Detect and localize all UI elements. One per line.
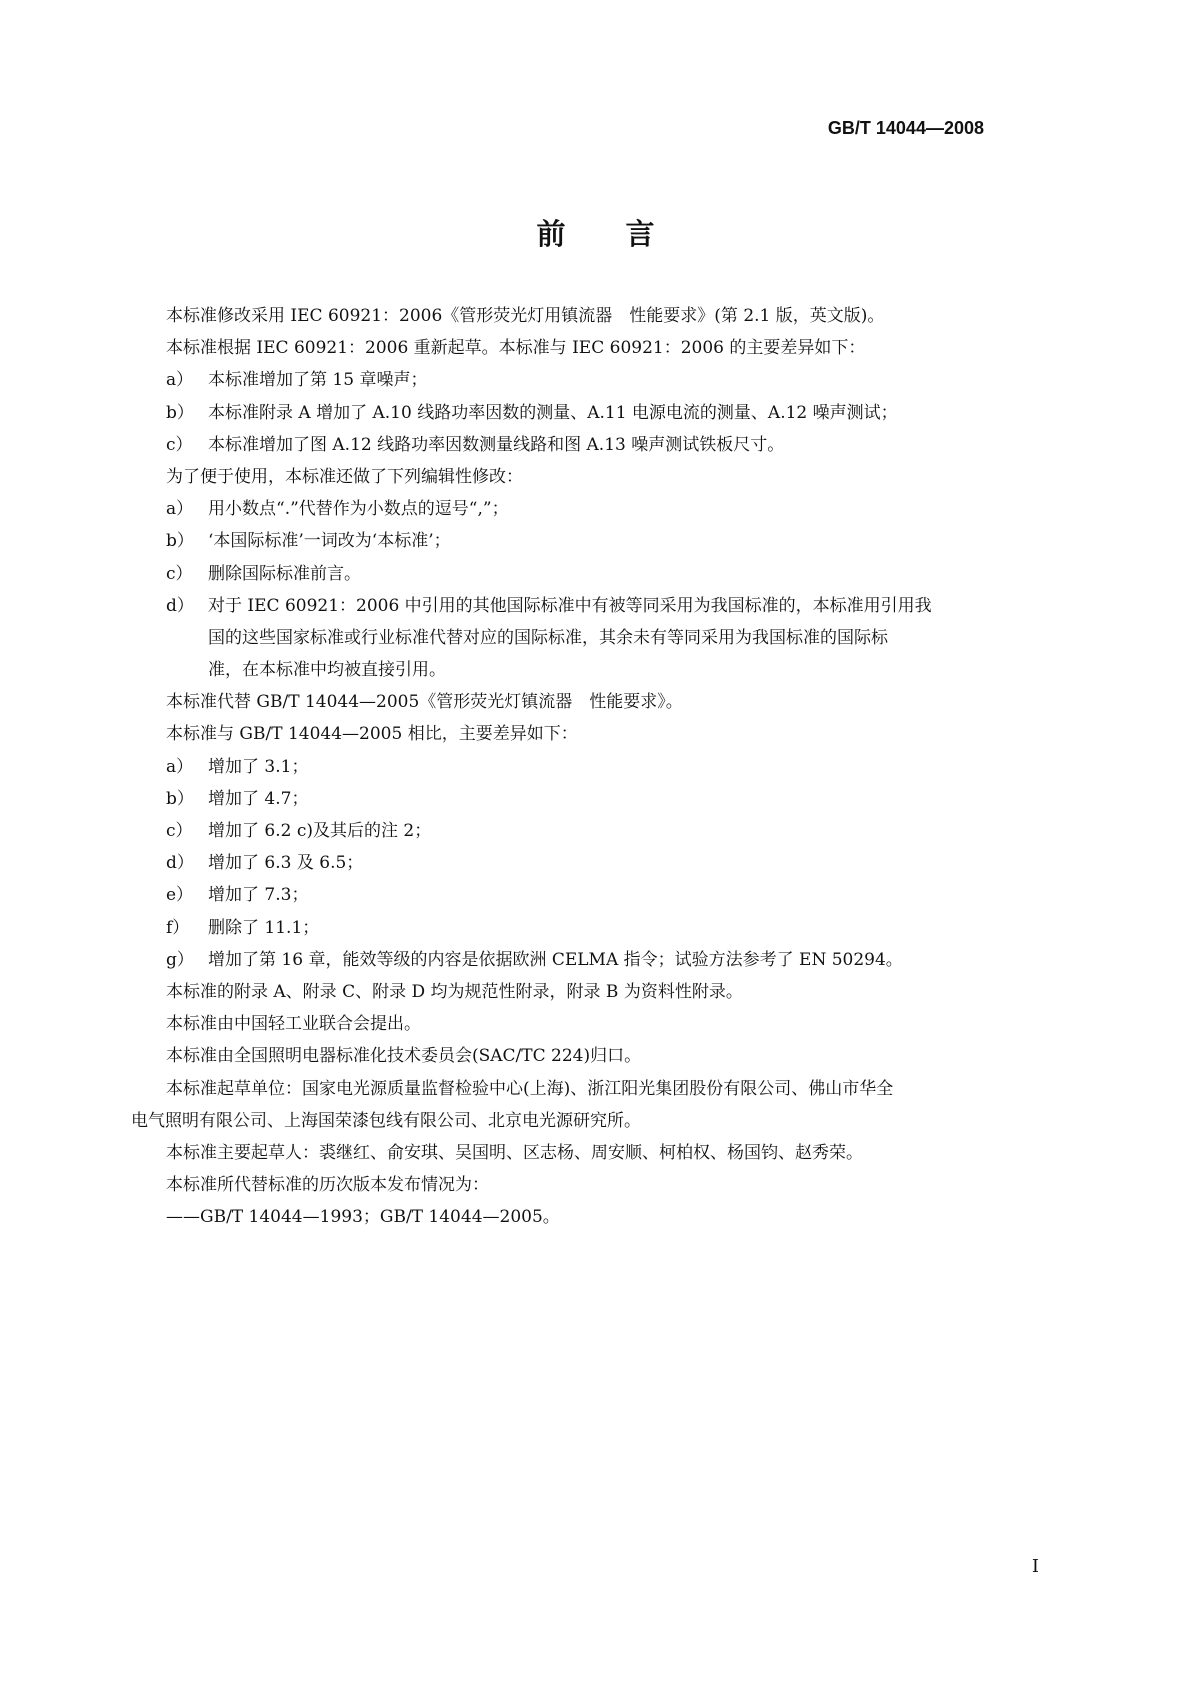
list-item	[131, 397, 1061, 429]
list-item-label: g）	[166, 949, 194, 970]
list-item-label: c）	[166, 563, 193, 584]
list-item	[131, 525, 1061, 557]
paragraph: 为了便于使用，本标准还做了下列编辑性修改：	[166, 466, 523, 487]
paragraph: 本标准由中国轻工业联合会提出。	[166, 1014, 421, 1035]
list-item-label: f）	[166, 917, 190, 938]
list-item-text: 用小数点“.”代替作为小数点的逗号“,”；	[208, 499, 509, 520]
list-item-text: 删除国际标准前言。	[208, 563, 361, 584]
paragraph: 本标准所代替标准的历次版本发布情况为：	[166, 1175, 489, 1196]
list-item	[131, 751, 1061, 783]
paragraph: 本标准起草单位：国家电光源质量监督检验中心(上海)、浙江阳光集团股份有限公司、佛山市华全	[166, 1078, 894, 1099]
paragraph: 本标准由全国照明电器标准化技术委员会(SAC/TC 224)归口。	[166, 1046, 642, 1067]
list-item-text: 删除了 11.1；	[208, 917, 320, 938]
list-item-text: ‘本国际标准’一词改为‘本标准’；	[208, 531, 451, 552]
paragraph: 本标准修改采用 IEC 60921：2006《管形荧光灯用镇流器 性能要求》(第 2.1 版，英文版)。	[166, 306, 885, 326]
list-item-label: a）	[166, 499, 194, 520]
paragraph: 本标准与 GB/T 14044—2005 相比，主要差异如下：	[166, 724, 578, 745]
list-item	[131, 879, 1061, 911]
list-item	[131, 847, 1061, 879]
page-number: I	[1031, 1556, 1039, 1577]
list-item-label: d）	[166, 595, 194, 616]
list-item	[131, 783, 1061, 815]
list-item-label: a）	[166, 370, 194, 391]
list-item-continuation: 准，在本标准中均被直接引用。	[208, 660, 446, 681]
list-item	[131, 558, 1061, 590]
list-item	[131, 493, 1061, 525]
paragraph-continuation: 电气照明有限公司、上海国荣漆包线有限公司、北京电光源研究所。	[131, 1110, 641, 1131]
list-item	[131, 912, 1061, 944]
list-item	[131, 815, 1061, 847]
list-item-label: b）	[166, 402, 194, 423]
list-item-label: b）	[166, 531, 194, 552]
list-item-text: 增加了第 16 章，能效等级的内容是依据欧洲 CELMA 指令；试验方法参考了 EN 50294。	[208, 949, 903, 970]
list-item-text: 增加了 3.1；	[208, 756, 309, 777]
list-item	[131, 590, 1061, 622]
list-item-continuation: 国的这些国家标准或行业标准代替对应的国际标准，其余未有等同采用为我国标准的国际标	[208, 627, 888, 648]
list-item-label: a）	[166, 756, 194, 777]
list-item-label: b）	[166, 788, 194, 809]
paragraph: 本标准代替 GB/T 14044—2005《管形荧光灯镇流器 性能要求》。	[166, 692, 683, 713]
list-item-label: e）	[166, 885, 194, 906]
list-item	[131, 429, 1061, 461]
list-item-text: 增加了 6.3 及 6.5；	[208, 853, 364, 874]
list-item-text: 本标准增加了第 15 章噪声；	[208, 370, 428, 391]
list-item	[131, 364, 1061, 396]
paragraph: 本标准主要起草人：裘继红、俞安琪、吴国明、区志杨、周安顺、柯柏权、杨国钧、赵秀荣。	[166, 1142, 863, 1163]
list-item-text: 增加了 6.2 c)及其后的注 2；	[208, 821, 432, 841]
paragraph: 本标准根据 IEC 60921：2006 重新起草。本标准与 IEC 60921：2006 的主要差异如下：	[166, 338, 866, 359]
paragraph: ——GB/T 14044—1993；GB/T 14044—2005。	[166, 1207, 560, 1228]
list-item-text: 增加了 7.3；	[208, 885, 309, 906]
list-item-text: 对于 IEC 60921：2006 中引用的其他国际标准中有被等同采用为我国标准的，本标准用引用我	[208, 595, 932, 616]
standard-number: GB/T 14044—2008	[827, 118, 984, 138]
foreword-body	[131, 300, 1061, 1233]
list-item	[131, 944, 1061, 976]
list-item-label: d）	[166, 853, 194, 874]
list-item-label: c）	[166, 434, 193, 455]
list-item-text: 本标准附录 A 增加了 A.10 线路功率因数的测量、A.11 电源电流的测量、A.12 噪声测试；	[208, 402, 898, 423]
list-item-text: 本标准增加了图 A.12 线路功率因数测量线路和图 A.13 噪声测试铁板尺寸。	[208, 434, 785, 455]
list-item-label: c）	[166, 821, 193, 841]
page-title: 前言	[536, 217, 715, 251]
list-item-text: 增加了 4.7；	[208, 788, 309, 809]
paragraph: 本标准的附录 A、附录 C、附录 D 均为规范性附录，附录 B 为资料性附录。	[166, 981, 743, 1002]
